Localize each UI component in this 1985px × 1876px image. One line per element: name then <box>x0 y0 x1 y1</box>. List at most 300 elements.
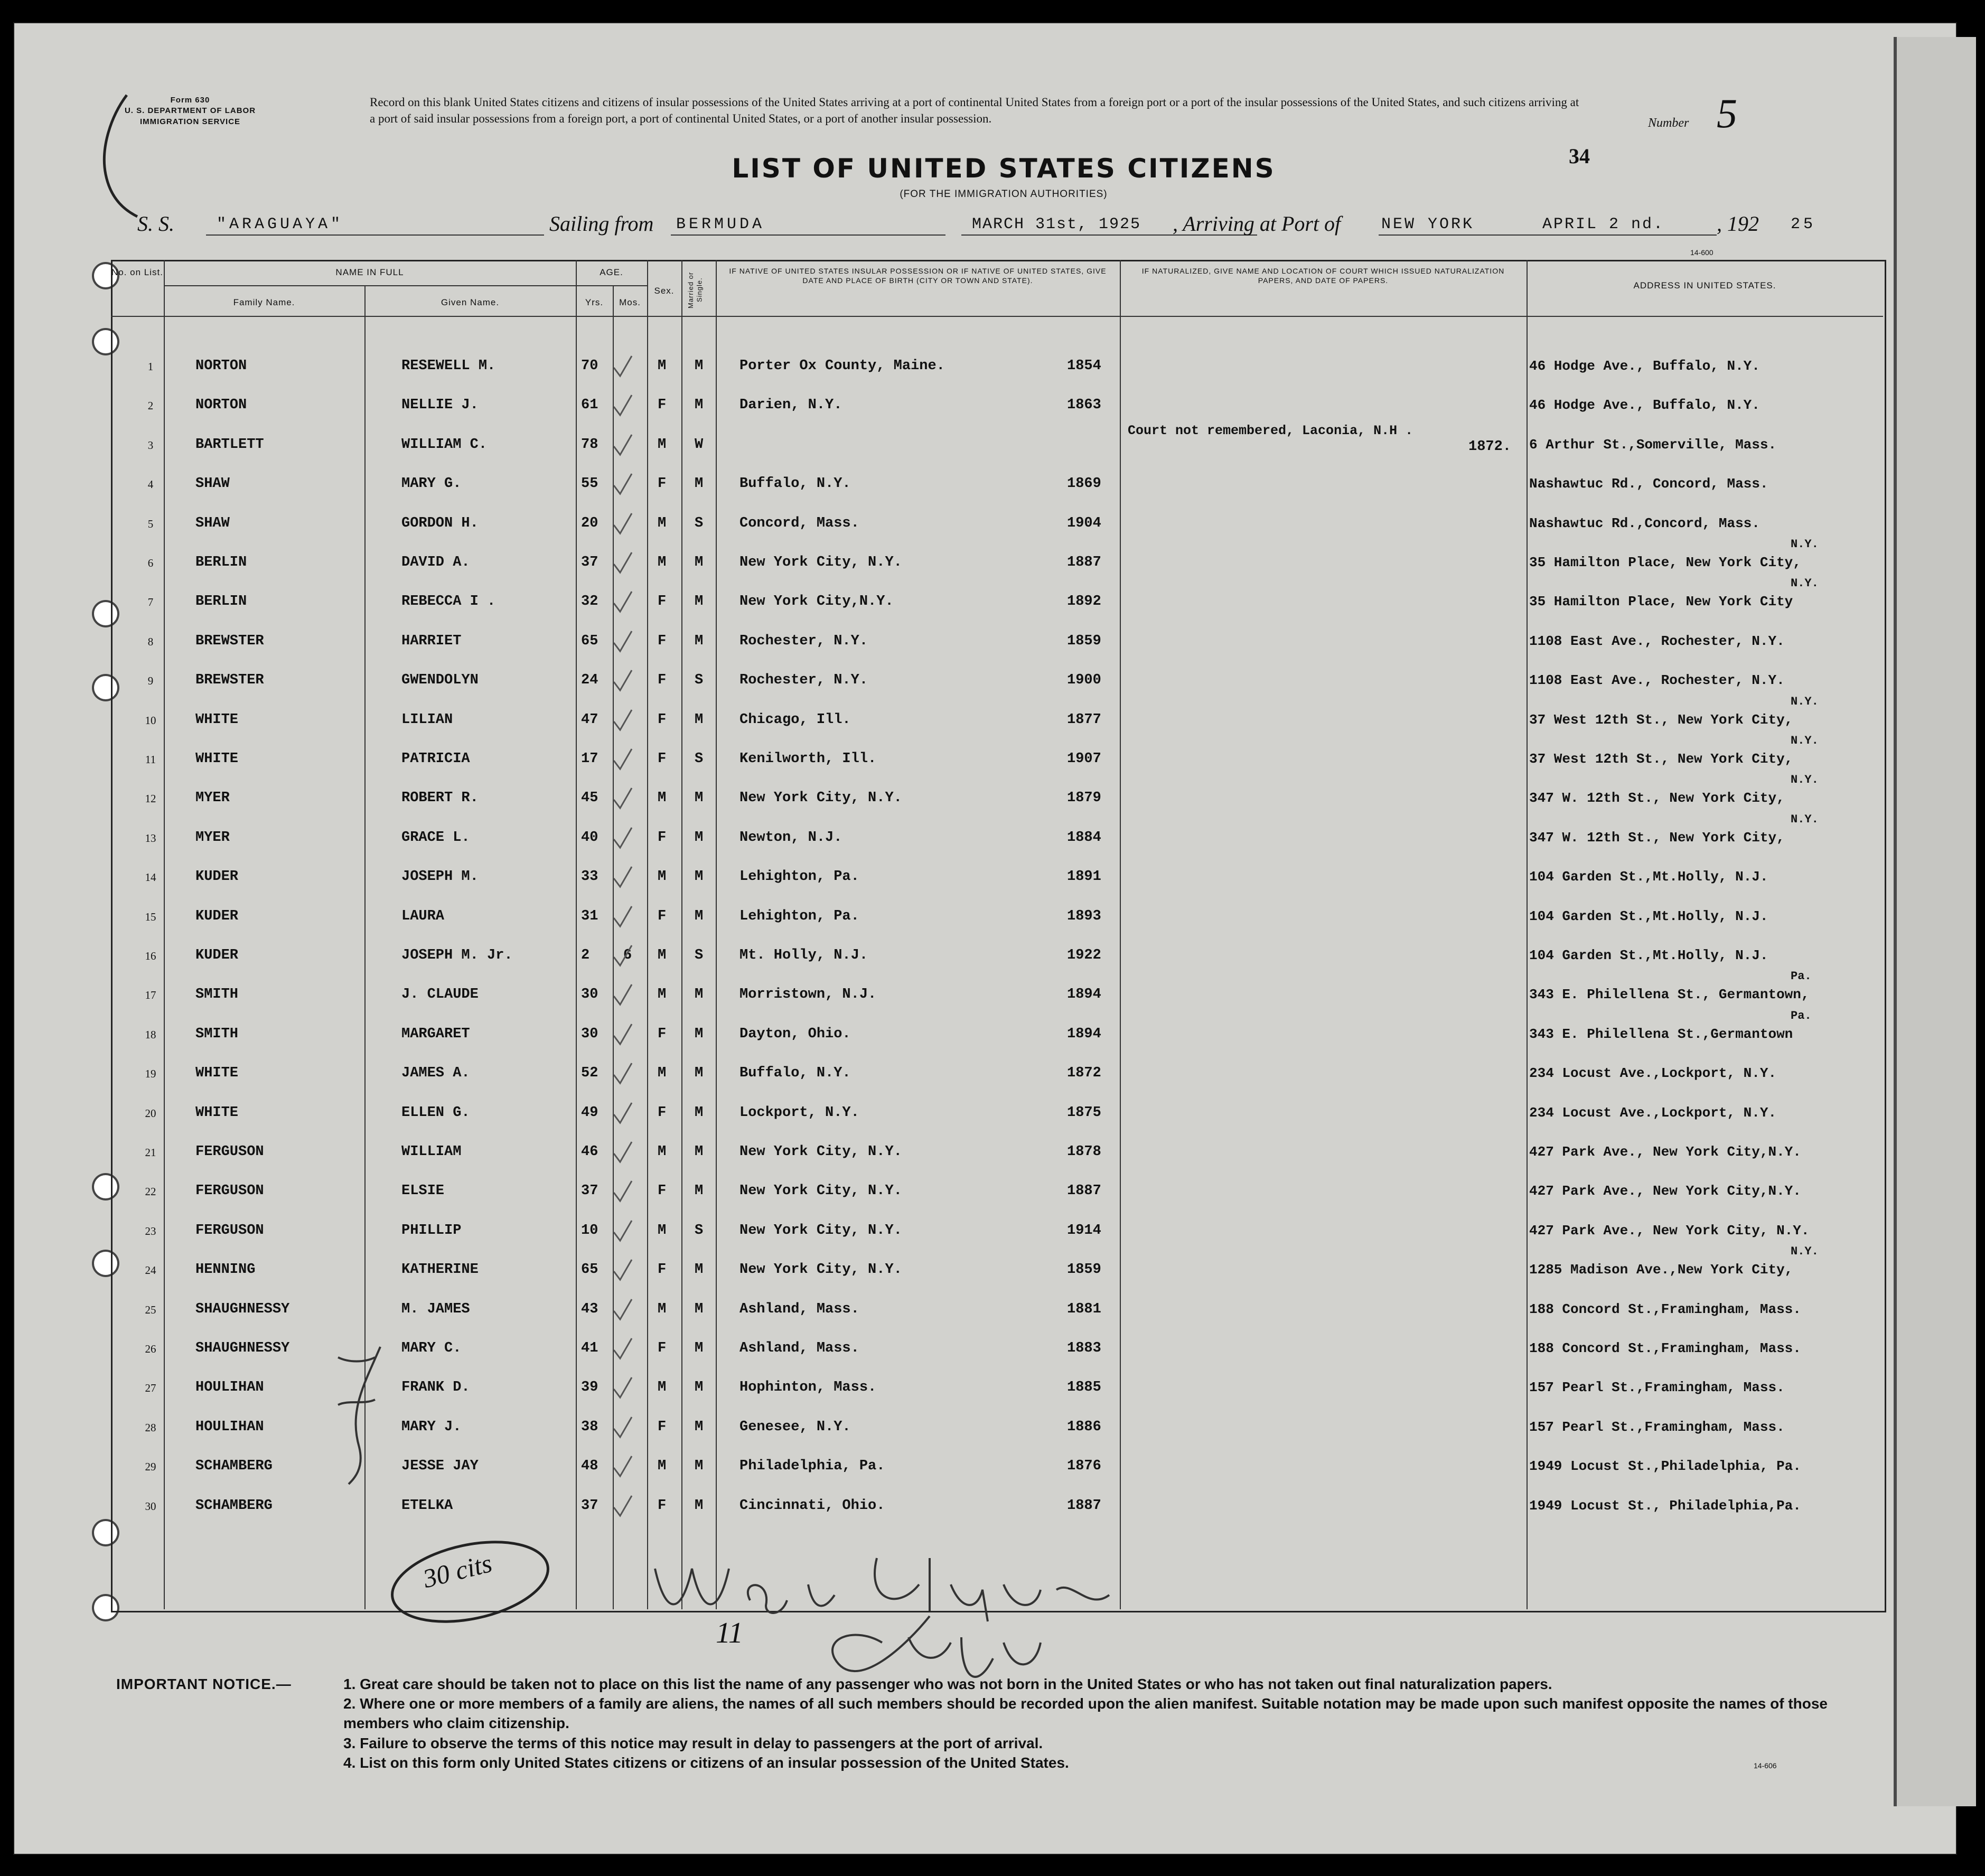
address-state: Pa. <box>1791 970 1812 983</box>
given-name: MARY C. <box>401 1340 462 1356</box>
marital-status: M <box>695 358 704 374</box>
marital-status: M <box>695 1026 704 1042</box>
birth-year: 1875 <box>1067 1104 1101 1121</box>
birth-place: Concord, Mass. <box>739 515 859 531</box>
department-name: U. S. DEPARTMENT OF LABOR <box>124 106 256 116</box>
table-row <box>0 577 1819 623</box>
sex: M <box>658 515 667 531</box>
age-years: 2 <box>581 948 590 963</box>
given-name: PHILLIP <box>401 1222 462 1239</box>
family-name: NORTON <box>195 358 247 374</box>
notice-label: IMPORTANT NOTICE.— <box>116 1676 292 1692</box>
notice-item-3: 3. Failure to observe the terms of this notice may result in delay to passengers at the port of arrival. <box>343 1734 1043 1751</box>
sex: F <box>658 1497 667 1514</box>
checkmark-icon <box>613 944 633 969</box>
family-name: KUDER <box>195 948 239 963</box>
birth-place: Mt. Holly, N.J. <box>739 948 868 963</box>
birth-place: Hophinton, Mass. <box>739 1380 877 1396</box>
row-number: 27 <box>145 1382 156 1395</box>
sex: M <box>658 1301 667 1317</box>
marital-status: M <box>695 711 704 728</box>
row-number: 28 <box>145 1421 156 1434</box>
sex: F <box>658 1026 667 1042</box>
table-row <box>0 1009 1812 1056</box>
age-years: 32 <box>581 594 598 610</box>
birth-place: Philadelphia, Pa. <box>739 1458 885 1475</box>
sex: M <box>658 1222 667 1239</box>
family-name: WHITE <box>195 1104 239 1121</box>
age-years: 70 <box>581 358 598 374</box>
table-row <box>0 663 1785 702</box>
sex: F <box>658 751 667 767</box>
family-name: SHAUGHNESSY <box>195 1301 290 1317</box>
us-address: 157 Pearl St.,Framingham, Mass. <box>1529 1419 1785 1435</box>
printer-code: 14-600 <box>1690 248 1714 257</box>
marital-status: M <box>695 397 704 414</box>
age-years: 40 <box>581 829 598 846</box>
given-name: ELSIE <box>401 1183 445 1199</box>
row-number: 11 <box>145 753 156 766</box>
col-header-yrs: Yrs. <box>585 297 604 307</box>
row-number: 18 <box>145 1028 156 1041</box>
family-name: KUDER <box>195 869 239 885</box>
age-years: 41 <box>581 1340 598 1356</box>
marital-status: M <box>695 555 704 570</box>
age-years: 61 <box>581 397 598 414</box>
table-row <box>0 1449 1801 1488</box>
us-address: Nashawtuc Rd., Concord, Mass. <box>1529 476 1768 492</box>
sex: F <box>658 1340 667 1356</box>
handwritten-eleven: 11 <box>716 1617 743 1649</box>
row-number: 4 <box>147 478 154 491</box>
row-number: 14 <box>145 871 156 884</box>
table-row <box>0 1370 1785 1409</box>
birth-year: 1922 <box>1067 948 1101 963</box>
us-address: 37 West 12th St., New York City, <box>1529 711 1793 728</box>
us-address: 1949 Locust St.,Philadelphia, Pa. <box>1529 1458 1801 1475</box>
birth-place: Rochester, N.Y. <box>739 672 868 689</box>
marital-status: M <box>695 987 704 1003</box>
birth-place: New York City, N.Y. <box>739 1262 902 1278</box>
us-address: 46 Hodge Ave., Buffalo, N.Y. <box>1529 358 1760 374</box>
col-header-given: Given Name. <box>441 297 500 307</box>
us-address: 1108 East Ave., Rochester, N.Y. <box>1529 633 1785 649</box>
marital-status: M <box>695 594 704 610</box>
us-address: 35 Hamilton Place, New York City <box>1529 594 1793 610</box>
birth-place: New York City, N.Y. <box>739 555 902 570</box>
given-name: NELLIE J. <box>401 397 479 414</box>
birth-year: 1859 <box>1067 633 1101 649</box>
family-name: HOULIHAN <box>195 1419 264 1435</box>
given-name: MARY J. <box>401 1419 462 1435</box>
col-header-marital: Married or Single. <box>687 271 704 308</box>
us-address: 234 Locust Ave.,Lockport, N.Y. <box>1529 1104 1777 1121</box>
us-address: 1949 Locust St., Philadelphia,Pa. <box>1529 1497 1801 1514</box>
checkmark-icon <box>613 709 633 733</box>
row-number: 6 <box>147 557 154 569</box>
sex: M <box>658 1458 667 1475</box>
birth-place: Genesee, N.Y. <box>739 1419 851 1435</box>
marital-status: M <box>695 476 704 492</box>
birth-year: 1887 <box>1067 1183 1101 1199</box>
marital-status: M <box>695 1340 704 1356</box>
marital-status: M <box>695 869 704 885</box>
birth-place: Lehighton, Pa. <box>739 869 859 885</box>
col-header-family: Family Name. <box>233 297 295 307</box>
marital-status: M <box>695 1458 704 1475</box>
family-name: SHAW <box>195 515 230 531</box>
birth-year: 1885 <box>1067 1380 1101 1396</box>
checkmark-icon <box>613 551 633 576</box>
us-address: 427 Park Ave., New York City,N.Y. <box>1529 1144 1801 1160</box>
given-name: LAURA <box>401 908 445 924</box>
row-number: 15 <box>145 910 156 923</box>
given-name: JAMES A. <box>401 1065 470 1082</box>
header-divider <box>164 285 647 286</box>
naturalization-year: 1872. <box>1468 438 1512 455</box>
ship-name: "ARAGUAYA" <box>217 215 344 233</box>
age-years: 10 <box>581 1222 598 1239</box>
naturalization-court: Court not remembered, Laconia, N.H . <box>1128 423 1413 438</box>
checkmark-icon <box>613 1337 633 1362</box>
birth-year: 1894 <box>1067 1026 1101 1042</box>
marital-status: M <box>695 1380 704 1396</box>
checkmark-icon <box>613 1102 633 1126</box>
address-state: N.Y. <box>1791 695 1819 708</box>
birth-year: 1877 <box>1067 711 1101 728</box>
age-years: 37 <box>581 1497 598 1514</box>
marital-status: S <box>695 1222 704 1239</box>
family-name: WHITE <box>195 751 239 767</box>
family-name: SHAW <box>195 476 230 492</box>
given-name: JOSEPH M. Jr. <box>401 948 513 963</box>
us-address: 188 Concord St.,Framingham, Mass. <box>1529 1340 1801 1356</box>
us-address: Nashawtuc Rd.,Concord, Mass. <box>1529 515 1760 531</box>
sex: M <box>658 948 667 963</box>
birth-place: New York City, N.Y. <box>739 1144 902 1160</box>
checkmark-icon <box>613 1495 633 1519</box>
table-row <box>0 1174 1801 1213</box>
given-name: LILIAN <box>401 711 453 728</box>
birth-year: 1876 <box>1067 1458 1101 1475</box>
checkmark-icon <box>613 748 633 772</box>
age-years: 33 <box>581 869 598 885</box>
address-state: N.Y. <box>1791 812 1819 826</box>
checkmark-icon <box>613 630 633 654</box>
checkmark-icon <box>613 1023 633 1047</box>
given-name: KATHERINE <box>401 1262 479 1278</box>
family-name: HENNING <box>195 1262 256 1278</box>
age-years: 45 <box>581 790 598 806</box>
col-header-naturalized: IF NATURALIZED, GIVE NAME AND LOCATION OF COURT WHICH ISSUED NATURALIZATION PAPERS, AND DATE OF PAPERS. <box>1141 267 1505 285</box>
marital-status: M <box>695 1301 704 1317</box>
birth-year: 1854 <box>1067 358 1101 374</box>
family-name: SMITH <box>195 1026 239 1042</box>
marital-status: M <box>695 829 704 846</box>
table-row <box>0 1134 1801 1174</box>
birth-year: 1892 <box>1067 594 1101 610</box>
form-number: Form 630 <box>170 96 210 105</box>
birth-place: New York City,N.Y. <box>739 594 894 610</box>
row-number: 22 <box>145 1185 156 1198</box>
table-row <box>0 466 1772 505</box>
table-row <box>0 1292 1801 1331</box>
marital-status: M <box>695 908 704 924</box>
family-name: WHITE <box>195 1065 239 1082</box>
birth-place: Ashland, Mass. <box>739 1340 859 1356</box>
family-name: SCHAMBERG <box>195 1458 273 1475</box>
age-years: 31 <box>581 908 598 924</box>
address-state: N.Y. <box>1791 538 1819 551</box>
birth-year: 1907 <box>1067 751 1101 767</box>
us-address: 104 Garden St.,Mt.Holly, N.J. <box>1529 869 1768 885</box>
marital-status: S <box>695 948 704 963</box>
col-header-mos: Mos. <box>619 297 641 307</box>
family-name: SCHAMBERG <box>195 1497 273 1514</box>
birth-place: Buffalo, N.Y. <box>739 476 851 492</box>
family-name: WHITE <box>195 711 239 728</box>
age-years: 48 <box>581 1458 598 1475</box>
us-address: 37 West 12th St., New York City, <box>1529 751 1793 767</box>
checkmark-icon <box>613 355 633 379</box>
us-address: 1108 East Ave., Rochester, N.Y. <box>1529 672 1785 689</box>
table-row <box>0 1331 1801 1370</box>
birth-year: 1881 <box>1067 1301 1101 1317</box>
marital-status: M <box>695 1262 704 1278</box>
sex: M <box>658 790 667 806</box>
row-number: 25 <box>145 1303 156 1316</box>
handwritten-count: 30 cits <box>420 1547 495 1594</box>
birth-place: Morristown, N.J. <box>739 987 877 1003</box>
table-row <box>0 1095 1777 1134</box>
arrival-port: NEW YORK <box>1381 215 1475 233</box>
age-years: 39 <box>581 1380 598 1396</box>
birth-year: 1878 <box>1067 1144 1101 1160</box>
age-years: 65 <box>581 1262 598 1278</box>
sex: M <box>658 358 667 374</box>
birth-place: Dayton, Ohio. <box>739 1026 851 1042</box>
checkmark-icon <box>613 1376 633 1401</box>
given-name: GWENDOLYN <box>401 672 479 689</box>
checkmark-icon <box>613 983 633 1008</box>
address-state: N.Y. <box>1791 734 1819 747</box>
age-years: 38 <box>581 1419 598 1435</box>
family-name: BERLIN <box>195 594 247 610</box>
us-address: 104 Garden St.,Mt.Holly, N.J. <box>1529 948 1768 963</box>
family-name: MYER <box>195 790 230 806</box>
given-name: ELLEN G. <box>401 1104 470 1121</box>
us-address: 347 W. 12th St., New York City, <box>1529 790 1785 806</box>
marital-status: M <box>695 1065 704 1082</box>
checkmark-icon <box>613 1062 633 1086</box>
age-years: 78 <box>581 436 598 453</box>
given-name: WILLIAM C. <box>401 436 488 453</box>
page-subtitle: (FOR THE IMMIGRATION AUTHORITIES) <box>900 189 1108 200</box>
us-address: 343 E. Philellena St.,Germantown <box>1529 1026 1793 1042</box>
table-row <box>0 859 1772 898</box>
birth-year: 1887 <box>1067 555 1101 570</box>
birth-year: 1884 <box>1067 829 1101 846</box>
us-address: 234 Locust Ave.,Lockport, N.Y. <box>1529 1065 1777 1082</box>
record-instructions: Record on this blank United States citizens and citizens of insular possessions of the United States arriving at a port of continental United States from a foreign port or a port of the insular possessions of the United States, and such citizens arriving at a port of said insular possessions from a foreign port, a port of continental United States, or a port of another insular possession. <box>370 96 1579 126</box>
arriving-label: , Arriving at Port of <box>1173 212 1341 236</box>
given-name: FRANK D. <box>401 1380 470 1396</box>
table-row <box>0 695 1819 742</box>
table-row <box>0 970 1812 1016</box>
marital-status: M <box>695 1183 704 1199</box>
birth-place: Rochester, N.Y. <box>739 633 868 649</box>
col-header-birth: IF NATIVE OF UNITED STATES INSULAR POSSESSION OR IF NATIVE OF UNITED STATES, GIVE DATE AND PLACE OF BIRTH (CITY OR TOWN AND STATE). <box>729 267 1107 285</box>
birth-year: 1886 <box>1067 1419 1101 1435</box>
marital-status: M <box>695 1104 704 1121</box>
age-months: 6 <box>623 948 632 963</box>
notice-item-4: 4. List on this form only United States citizens or citizens of an insular possession of the United States. <box>343 1754 1069 1771</box>
birth-place: Lehighton, Pa. <box>739 908 859 924</box>
sex: F <box>658 908 667 924</box>
marital-status: M <box>695 790 704 806</box>
col-header-name: NAME IN FULL <box>335 267 404 277</box>
birth-year: 1859 <box>1067 1262 1101 1278</box>
sex: M <box>658 987 667 1003</box>
table-row <box>0 388 1772 427</box>
us-address: 188 Concord St.,Framingham, Mass. <box>1529 1301 1801 1317</box>
table-row <box>0 1213 1810 1252</box>
family-name: SMITH <box>195 987 239 1003</box>
adjacent-page-edge <box>1894 37 1976 1806</box>
table-row <box>0 1410 1785 1449</box>
table-row <box>0 538 1819 584</box>
birth-place: New York City, N.Y. <box>739 790 902 806</box>
checkmark-icon <box>613 394 633 418</box>
row-number: 21 <box>145 1146 156 1159</box>
age-years: 17 <box>581 751 598 767</box>
arrival-year: 25 <box>1791 215 1817 233</box>
us-address: 347 W. 12th St., New York City, <box>1529 829 1785 846</box>
birth-place: Cincinnati, Ohio. <box>739 1497 885 1514</box>
given-name: J. CLAUDE <box>401 987 479 1003</box>
marital-status: M <box>695 1497 704 1514</box>
us-address: 1285 Madison Ave.,New York City, <box>1529 1262 1793 1278</box>
birth-year: 1894 <box>1067 987 1101 1003</box>
birth-year: 1891 <box>1067 869 1101 885</box>
age-years: 55 <box>581 476 598 492</box>
sex: F <box>658 1262 667 1278</box>
family-name: FERGUSON <box>195 1144 264 1160</box>
sex: F <box>658 829 667 846</box>
given-name: REBECCA I . <box>401 594 496 610</box>
page-title: LIST OF UNITED STATES CITIZENS <box>732 153 1276 184</box>
age-years: 37 <box>581 555 598 570</box>
marital-status: S <box>695 515 704 531</box>
sex: F <box>658 1419 667 1435</box>
marital-status: M <box>695 633 704 649</box>
row-number: 9 <box>147 674 154 688</box>
us-address: 46 Hodge Ave., Buffalo, N.Y. <box>1529 397 1760 414</box>
age-years: 30 <box>581 1026 598 1042</box>
handwritten-bracket <box>317 1342 396 1489</box>
row-number: 29 <box>145 1460 156 1474</box>
birth-place: Kenilworth, Ill. <box>739 751 877 767</box>
us-address: 157 Pearl St.,Framingham, Mass. <box>1529 1380 1785 1396</box>
marital-status: M <box>695 1419 704 1435</box>
table-row <box>0 624 1785 663</box>
sex: F <box>658 397 667 414</box>
checkmark-icon <box>613 1259 633 1283</box>
age-years: 37 <box>581 1183 598 1199</box>
birth-place: Porter Ox County, Maine. <box>739 358 945 374</box>
checkmark-icon <box>613 787 633 811</box>
sex: F <box>658 476 667 492</box>
sex: F <box>658 594 667 610</box>
table-row <box>0 423 1777 466</box>
notice-item-2: 2. Where one or more members of a family are aliens, the names of all such members should be recorded upon the alien manifest. Suitable notation may be made upon such manifest opposite the names of those members who claim citizenship. <box>343 1695 1828 1732</box>
given-name: WILLIAM <box>401 1144 462 1160</box>
family-name: KUDER <box>195 908 239 924</box>
birth-year: 1872 <box>1067 1065 1101 1082</box>
row-number: 19 <box>145 1067 156 1081</box>
birth-place: Chicago, Ill. <box>739 711 851 728</box>
birth-place: New York City, N.Y. <box>739 1222 902 1239</box>
sex: M <box>658 1144 667 1160</box>
sailing-date: MARCH 31st, 1925 <box>972 215 1141 233</box>
table-row <box>0 899 1772 938</box>
row-number: 17 <box>145 989 156 1002</box>
given-name: MARY G. <box>401 476 462 492</box>
col-header-age: AGE. <box>600 267 623 277</box>
table-row <box>0 1056 1777 1095</box>
family-name: FERGUSON <box>195 1183 264 1199</box>
arrival-date: APRIL 2 nd. <box>1542 215 1665 233</box>
handwritten-bracket-mark <box>95 85 158 222</box>
age-years: 43 <box>581 1301 598 1317</box>
family-name: FERGUSON <box>195 1222 264 1239</box>
marital-status: M <box>695 1144 704 1160</box>
birth-year: 1863 <box>1067 397 1101 414</box>
row-number: 12 <box>145 792 156 805</box>
marital-status: W <box>695 436 704 453</box>
sex: F <box>658 672 667 689</box>
checkmark-icon <box>613 669 633 693</box>
departure-port: BERMUDA <box>676 215 765 233</box>
checkmark-icon <box>613 473 633 497</box>
age-years: 49 <box>581 1104 598 1121</box>
family-name: BARTLETT <box>195 436 264 453</box>
row-number: 1 <box>147 360 154 373</box>
birth-year: 1900 <box>1067 672 1101 689</box>
family-name: BERLIN <box>195 555 247 570</box>
table-row <box>0 734 1819 781</box>
table-row <box>0 812 1819 859</box>
birth-place: Newton, N.J. <box>739 829 842 846</box>
sex: F <box>658 633 667 649</box>
address-state: N.Y. <box>1791 1245 1819 1259</box>
table-row <box>0 506 1772 545</box>
given-name: MARGARET <box>401 1026 470 1042</box>
sex: M <box>658 436 667 453</box>
family-name: HOULIHAN <box>195 1380 264 1396</box>
table-row <box>0 1245 1819 1291</box>
given-name: RESEWELL M. <box>401 358 496 374</box>
given-name: DAVID A. <box>401 555 470 570</box>
sex: M <box>658 869 667 885</box>
us-address: 104 Garden St.,Mt.Holly, N.J. <box>1529 908 1768 924</box>
birth-year: 1887 <box>1067 1497 1101 1514</box>
checkmark-icon <box>613 1180 633 1204</box>
birth-place: Ashland, Mass. <box>739 1301 859 1317</box>
birth-year: 1869 <box>1067 476 1101 492</box>
row-number: 2 <box>147 399 154 412</box>
us-address: 35 Hamilton Place, New York City, <box>1529 555 1801 570</box>
